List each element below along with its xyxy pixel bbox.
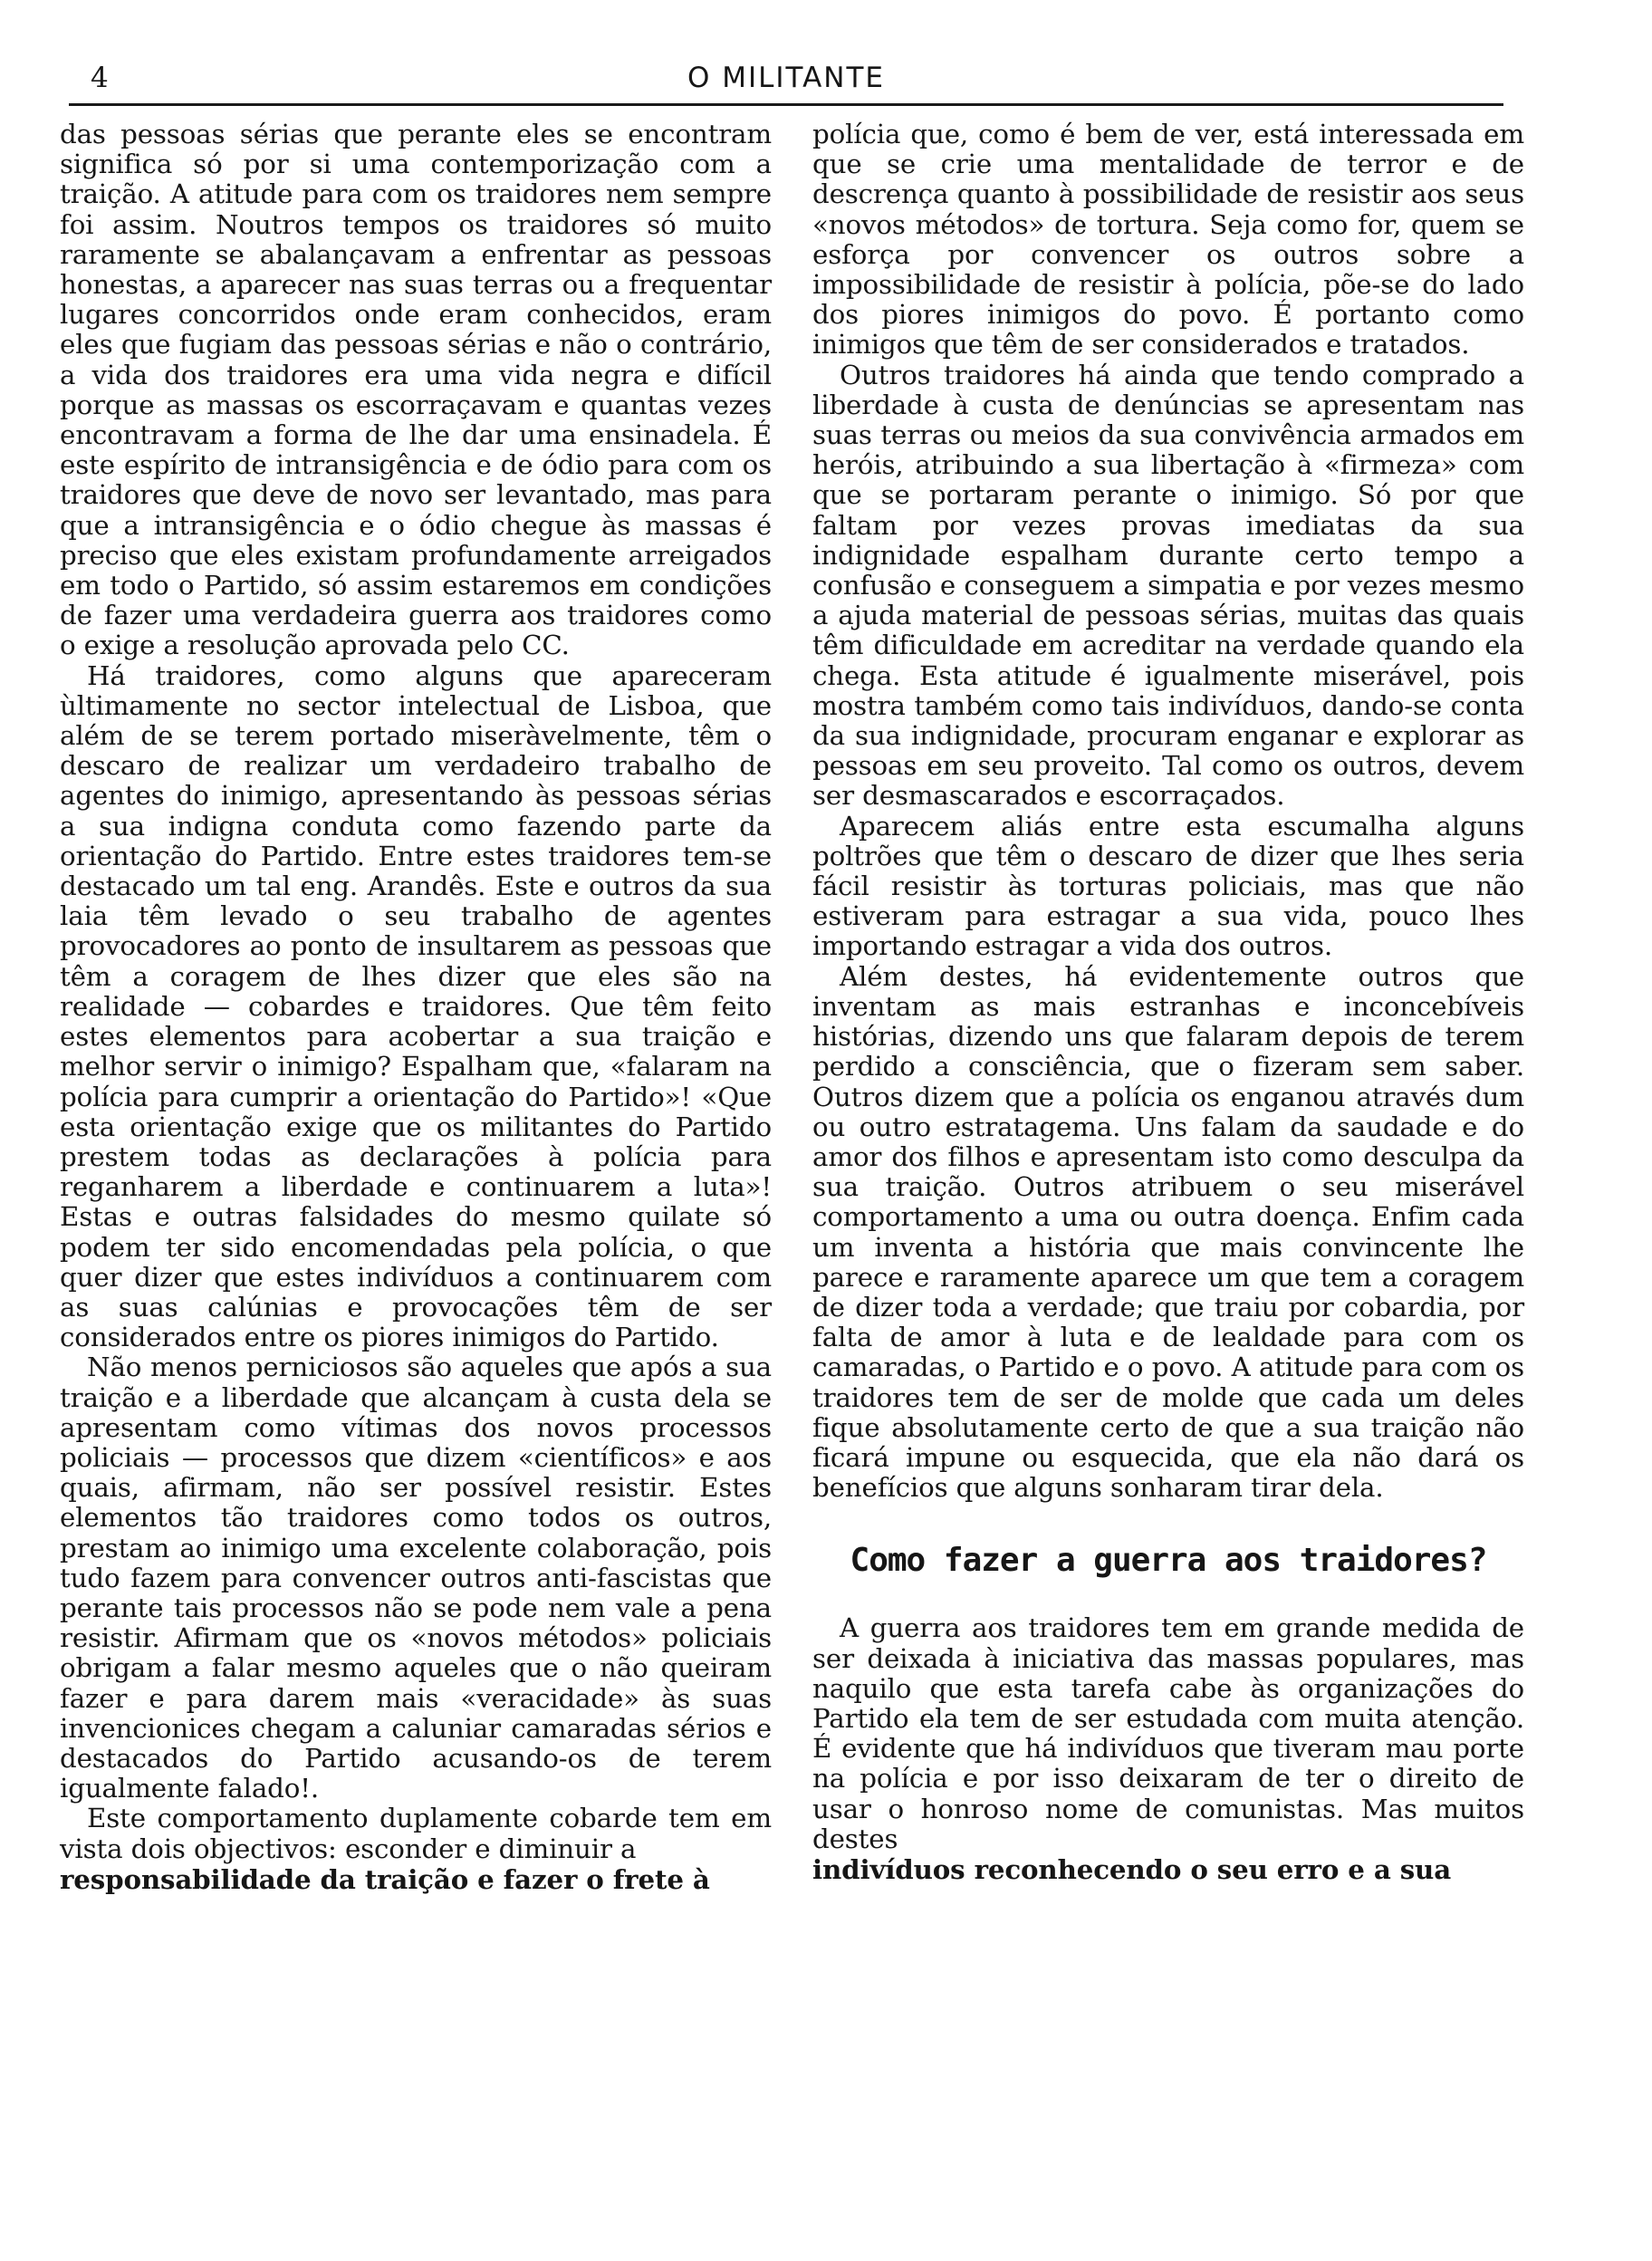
page-number: 4 — [91, 62, 109, 94]
right-column — [812, 120, 1524, 1884]
page-header — [69, 56, 1503, 106]
article-paragraph: Além destes, há evidentemente outros que inventam as mais estranhas e inconcebíveis histórias, dizendo uns que falaram depois de terem perdido a consciência, que o fizeram sem saber. Outros dizem que a polícia os enganou através dum ou outro estratagema. Uns falam da saudade e do amor dos filhos e apresentam isto como desculpa da sua traição. Outros atribuem o seu miserável comportamento a uma ou outra doença. Enfim cada um inventa a história que mais convincente lhe parece e raramente aparece um que tem a coragem de dizer toda a verdade; que traiu por cobardia, por falta de amor à luta e de lealdade para com os camaradas, o Partido e o povo. A atitude para com os traidores tem de ser de molde que cada um deles fique absolutamente certo de que a sua traição não ficará impune ou esquecida, que ela não dará os benefícios que alguns sonharam tirar dela. — [812, 960, 1524, 1504]
article-paragraph: Há traidores, como alguns que apareceram ùltimamente no sector intelectual de Lisboa, que além de se terem portado miseràvelmente, têm o descaro de realizar um verdadeiro trabalho de agentes do inimigo, apresentando às pessoas sérias a sua indigna conduta como fazendo parte da orientação do Partido. Entre estes traidores tem-se destacado um tal eng. Arandês. Este e outros da sua laia têm levado o seu trabalho de agentes provocadores ao ponto de insultarem as pessoas que têm a coragem de lhes dizer que eles são na realidade — cobardes e traidores. Que têm feito estes elementos para acobertar a sua traição e melhor servir o inimigo? Espalham que, «falaram na polícia para cumprir a orientação do Partido»! «Que esta orientação exige que os militantes do Partido prestem todas as declarações à polícia para reganharem a liberdade e continuarem a luta»! Estas e outras falsidades do mesmo quilate só podem ter sido encomendadas pela polícia, o que quer dizer que estes indivíduos a continuarem com as suas calúnias e provocações têm de ser considerados entre os piores inimigos do Partido. — [60, 659, 772, 1353]
article-closing-line: responsabilidade da traição e fazer o frete à — [60, 1862, 710, 1895]
article-closing-line: indivíduos reconhecendo o seu erro e a sua — [812, 1852, 1452, 1885]
publication-title: O MILITANTE — [687, 62, 885, 94]
article-paragraph: Este comportamento duplamente cobarde tem em vista dois objectivos: esconder e diminuir a — [60, 1803, 772, 1864]
article-paragraph: das pessoas sérias que perante eles se encontram significa só por si uma contemporização com a traição. A atitude para com os traidores nem sempre foi assim. Noutros tempos os traidores só muito raramente se abalançavam a enfrentar as pessoas honestas, a aparecer nas suas terras ou a frequentar lugares concorridos onde eram conhecidos, eram eles que fugiam das pessoas sérias e não o contrário, a vida dos traidores era uma vida negra e difícil porque as massas os escorraçavam e quantas vezes encontravam a forma de lhe dar uma ensinadela. É este espírito de intransigência e de ódio para com os traidores que deve de novo ser levantado, mas para que a intransigência e o ódio chegue às massas é preciso que eles existam profundamente arreigados em todo o Partido, só assim estaremos em condições de fazer uma verdadeira guerra aos traidores como o exige a resolução aprovada pelo CC. — [60, 119, 772, 661]
article-paragraph: Não menos perniciosos são aqueles que após a sua traição e a liberdade que alcançam à custa dela se apresentam como vítimas dos novos processos policiais — processos que dizem «científicos» e aos quais, afirmam, não ser possível resistir. Estes elementos tão traidores como todos os outros, prestam ao inimigo uma excelente colaboração, pois tudo fazem para convencer outros anti-fascistas que perante tais processos não se pode nem vale a pena resistir. Afirmam que os «novos métodos» policiais obrigam a falar mesmo aqueles que o não queiram fazer e para darem mais «veracidade» às suas invencionices chegam a caluniar camaradas sérios e destacados do Partido acusando-os de terem igualmente falado!. — [60, 1352, 772, 1804]
section-heading: Como fazer a guerra aos traidores? — [850, 1542, 1487, 1580]
article-paragraph: Outros traidores há ainda que tendo comprado a liberdade à custa de denúncias se apresentam nas suas terras ou meios da sua convivência armados em heróis, atribuindo a sua libertação à «firmeza» com que se portaram perante o inimigo. Só por que faltam por vezes provas imediatas da sua indignidade espalham durante certo tempo a confusão e conseguem a simpatia e por vezes mesmo a ajuda material de pessoas sérias, muitas das quais têm dificuldade em acreditar na verdade quando ela chega. Esta atitude é igualmente miserável, pois mostra também como tais indivíduos, dando-se conta da sua indignidade, procuram enganar e explorar as pessoas em seu proveito. Tal como os outros, devem ser desmascarados e escorraçados. — [812, 359, 1524, 812]
article-paragraph: Aparecem aliás entre esta escumalha alguns poltrões que têm o descaro de dizer que lhes seria fácil resistir às torturas policiais, mas que não estiveram para estragar a sua vida, pouco lhes importando estragar a vida dos outros. — [812, 810, 1524, 962]
article-paragraph: A guerra aos traidores tem em grande medida de ser deixada à iniciativa das massas populares, mas naquilo que esta tarefa cabe às organizações do Partido ela tem de ser estudada com muita atenção. É evidente que há indivíduos que tiveram mau porte na polícia e por isso deixaram de ter o direito de usar o honroso nome de comunistas. Mas muitos destes — [812, 1612, 1524, 1854]
article-paragraph: polícia que, como é bem de ver, está interessada em que se crie uma mentalidade de terror e de descrença quanto à possibilidade de resistir aos seus «novos métodos» de tortura. Seja como for, quem se esforça por convencer os outros sobre a impossibilidade de resistir à polícia, põe-se do lado dos piores inimigos do povo. É portanto como inimigos que têm de ser considerados e tratados. — [812, 119, 1524, 361]
left-column — [60, 120, 772, 1894]
